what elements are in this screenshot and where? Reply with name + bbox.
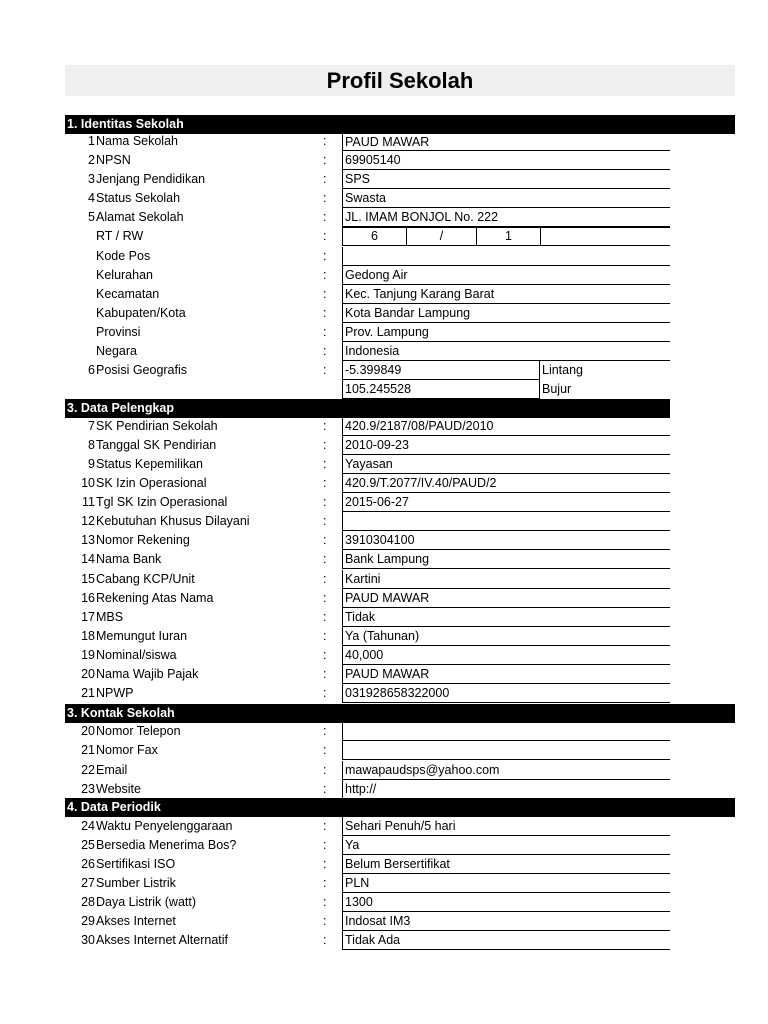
- row-number: 10: [81, 476, 95, 491]
- row-number: 18: [81, 628, 95, 643]
- colon: :: [323, 647, 327, 662]
- value-cell: SPS: [342, 170, 670, 189]
- rt-rw-separator: /: [407, 228, 477, 246]
- lintang-value: -5.399849: [342, 361, 540, 380]
- row-number: 21: [81, 685, 95, 700]
- row-number: 2: [88, 153, 95, 167]
- colon: :: [323, 590, 327, 605]
- row-label: Negara: [96, 344, 137, 358]
- value-cell: mawapaudsps@yahoo.com: [342, 761, 670, 780]
- row-posisi-bujur: [65, 380, 735, 399]
- colon: :: [323, 609, 327, 624]
- colon: :: [323, 495, 327, 510]
- row-jenjang: [65, 170, 735, 189]
- row-number: 22: [81, 762, 95, 777]
- bujur-label: Bujur: [542, 382, 572, 396]
- value-cell: Indosat IM3: [342, 912, 670, 931]
- value-cell: JL. IMAM BONJOL No. 222: [342, 208, 670, 227]
- row-label: Kode Pos: [96, 249, 151, 263]
- row-label: Nomor Rekening: [96, 533, 190, 548]
- row-label: Sertifikasi ISO: [96, 857, 176, 872]
- colon: :: [323, 571, 327, 586]
- row-number: 3: [88, 172, 95, 186]
- value-cell: 40,000: [342, 646, 670, 665]
- row-kelurahan: [65, 266, 735, 285]
- row-label: Website: [96, 781, 141, 796]
- colon: :: [323, 210, 327, 224]
- row-number: 24: [81, 819, 95, 833]
- value-cell: Yayasan: [342, 455, 670, 474]
- value-cell: 2010-09-23: [342, 436, 670, 455]
- row-npsn: [65, 151, 735, 170]
- row-label: NPSN: [96, 153, 131, 167]
- value-cell: Prov. Lampung: [342, 323, 670, 342]
- row-label: Kabupaten/Kota: [96, 306, 186, 320]
- table-row: [65, 417, 735, 436]
- colon: :: [323, 838, 327, 853]
- value-cell: 1300: [342, 893, 670, 912]
- colon: :: [323, 438, 327, 453]
- row-number: 16: [81, 590, 95, 605]
- row-label: Sumber Listrik: [96, 876, 176, 891]
- table-row: [65, 780, 735, 799]
- row-label: Nominal/siswa: [96, 647, 177, 662]
- row-rt-rw: [65, 227, 735, 246]
- row-number: 15: [81, 571, 95, 586]
- colon: :: [323, 876, 327, 891]
- value-cell: [342, 512, 670, 531]
- value-cell: Swasta: [342, 189, 670, 208]
- table-row: [65, 874, 735, 893]
- value-cell: Ya (Tahunan): [342, 627, 670, 646]
- row-alamat: [65, 208, 735, 227]
- row-label: Nama Sekolah: [96, 134, 178, 148]
- table-row: [65, 761, 735, 780]
- colon: :: [323, 306, 327, 320]
- table-row: [65, 722, 735, 741]
- value-cell: [342, 722, 670, 741]
- row-label: Akses Internet: [96, 914, 176, 929]
- table-row: [65, 493, 735, 512]
- section-header-pelengkap: 3. Data Pelengkap: [65, 399, 670, 418]
- row-kabupaten: [65, 304, 735, 323]
- colon: :: [323, 895, 327, 910]
- row-number: 21: [81, 743, 95, 758]
- table-row: [65, 855, 735, 874]
- colon: :: [323, 743, 327, 758]
- value-cell: 420.9/2187/08/PAUD/2010: [342, 417, 670, 436]
- colon: :: [323, 914, 327, 929]
- colon: :: [323, 628, 327, 643]
- value-cell: 031928658322000: [342, 684, 670, 703]
- colon: :: [323, 762, 327, 777]
- value-cell: Sehari Penuh/5 hari: [342, 817, 670, 836]
- row-label: Daya Listrik (watt): [96, 895, 197, 910]
- colon: :: [323, 268, 327, 282]
- value-cell: Kartini: [342, 570, 670, 589]
- row-label: Bersedia Menerima Bos?: [96, 838, 237, 853]
- row-label: Memungut Iuran: [96, 628, 188, 643]
- lintang-label: Lintang: [542, 363, 584, 377]
- row-number: 30: [81, 933, 95, 948]
- table-row: [65, 893, 735, 912]
- row-label: SK Pendirian Sekolah: [96, 419, 218, 433]
- value-cell: Indonesia: [342, 342, 670, 361]
- table-row: [65, 550, 735, 569]
- table-row: [65, 912, 735, 931]
- colon: :: [323, 325, 327, 339]
- value-cell: Tidak Ada: [342, 931, 670, 950]
- rt-rw-cells: [342, 227, 670, 246]
- table-row: [65, 627, 735, 646]
- value-cell: 69905140: [342, 151, 670, 170]
- row-label: Provinsi: [96, 325, 141, 339]
- table-row: [65, 512, 735, 531]
- row-label: Tanggal SK Pendirian: [96, 438, 217, 453]
- row-number: 11: [82, 495, 95, 510]
- row-number: 17: [81, 609, 95, 624]
- value-cell: 2015-06-27: [342, 493, 670, 512]
- row-label: Jenjang Pendidikan: [96, 172, 206, 186]
- row-number: 20: [81, 666, 95, 681]
- colon: :: [323, 476, 327, 491]
- colon: :: [323, 457, 327, 472]
- row-label: Nama Bank: [96, 552, 162, 567]
- value-cell: Kec. Tanjung Karang Barat: [342, 285, 670, 304]
- colon: :: [323, 724, 327, 738]
- row-number: 7: [88, 419, 95, 433]
- table-row: [65, 836, 735, 855]
- row-provinsi: [65, 323, 735, 342]
- row-label: Status Sekolah: [96, 191, 181, 205]
- value-cell: PLN: [342, 874, 670, 893]
- value-cell: Gedong Air: [342, 266, 670, 285]
- value-cell: PAUD MAWAR: [342, 589, 670, 608]
- colon: :: [323, 153, 327, 167]
- table-row: [65, 570, 735, 589]
- value-cell: Kota Bandar Lampung: [342, 304, 670, 323]
- table-row: [65, 684, 735, 703]
- colon: :: [323, 419, 327, 433]
- table-row: [65, 474, 735, 493]
- row-number: 6: [88, 363, 95, 377]
- row-number: 12: [81, 514, 95, 529]
- value-cell: Tidak: [342, 608, 670, 627]
- table-row: [65, 817, 735, 836]
- row-label: Status Kepemilikan: [96, 457, 204, 472]
- colon: :: [323, 191, 327, 205]
- table-row: [65, 531, 735, 550]
- row-number: 13: [81, 533, 95, 548]
- row-label: Waktu Penyelenggaraan: [96, 819, 233, 833]
- title-band: [65, 65, 735, 96]
- row-kode-pos: [65, 247, 735, 266]
- table-row: [65, 741, 735, 760]
- colon: :: [323, 685, 327, 700]
- value-cell: Belum Bersertifikat: [342, 855, 670, 874]
- colon: :: [323, 229, 327, 243]
- colon: :: [323, 781, 327, 796]
- row-kecamatan: [65, 285, 735, 304]
- section-header-identitas: 1. Identitas Sekolah: [65, 115, 735, 134]
- value-cell: Bank Lampung: [342, 550, 670, 569]
- row-number: 26: [81, 857, 95, 872]
- colon: :: [323, 287, 327, 301]
- table-row: [65, 608, 735, 627]
- row-label: Tgl SK Izin Operasional: [96, 495, 228, 510]
- row-label: Rekening Atas Nama: [96, 590, 214, 605]
- row-label: Akses Internet Alternatif: [96, 933, 229, 948]
- section-header-periodik: 4. Data Periodik: [65, 798, 735, 817]
- row-label: Nomor Fax: [96, 743, 158, 758]
- row-number: 29: [81, 914, 95, 929]
- rw-value: 1: [477, 228, 541, 246]
- row-label: MBS: [96, 609, 124, 624]
- value-cell: PAUD MAWAR: [342, 132, 670, 151]
- row-label: Kebutuhan Khusus Dilayani: [96, 514, 250, 529]
- page-title: Profil Sekolah: [326, 68, 474, 93]
- value-cell: 3910304100: [342, 531, 670, 550]
- row-status-sekolah: [65, 189, 735, 208]
- row-negara: [65, 342, 735, 361]
- row-label: Nama Wajib Pajak: [96, 666, 199, 681]
- row-number: 20: [81, 724, 95, 738]
- row-label: SK Izin Operasional: [96, 476, 207, 491]
- row-number: 25: [81, 838, 95, 853]
- row-posisi-lintang: [65, 361, 735, 380]
- row-label: Email: [96, 762, 128, 777]
- row-label: Kecamatan: [96, 287, 160, 301]
- row-label: Cabang KCP/Unit: [96, 571, 195, 586]
- row-number: 23: [81, 781, 95, 796]
- row-label: RT / RW: [96, 229, 144, 243]
- value-cell: http://: [342, 780, 670, 799]
- value-cell: [342, 741, 670, 760]
- colon: :: [323, 344, 327, 358]
- row-number: 8: [88, 438, 95, 453]
- colon: :: [323, 666, 327, 681]
- colon: :: [323, 363, 327, 377]
- table-row: [65, 646, 735, 665]
- row-label: Nomor Telepon: [96, 724, 181, 738]
- bujur-value: 105.245528: [342, 380, 540, 399]
- value-cell: Ya: [342, 836, 670, 855]
- row-number: 1: [88, 134, 95, 148]
- colon: :: [323, 552, 327, 567]
- colon: :: [323, 249, 327, 263]
- table-row: [65, 931, 735, 950]
- value-cell: 420.9/T.2077/IV.40/PAUD/2: [342, 474, 670, 493]
- colon: :: [323, 933, 327, 948]
- colon: :: [323, 533, 327, 548]
- colon: :: [323, 514, 327, 529]
- row-label: NPWP: [96, 685, 134, 700]
- table-row: [65, 455, 735, 474]
- row-number: 19: [81, 647, 95, 662]
- table-row: [65, 665, 735, 684]
- row-label: Posisi Geografis: [96, 363, 188, 377]
- row-label: Alamat Sekolah: [96, 210, 184, 224]
- table-row: [65, 589, 735, 608]
- row-number: 5: [88, 210, 95, 224]
- row-number: 9: [88, 457, 95, 472]
- value-cell: PAUD MAWAR: [342, 665, 670, 684]
- row-nama-sekolah: [65, 132, 735, 151]
- colon: :: [323, 134, 327, 148]
- row-number: 28: [81, 895, 95, 910]
- row-number: 14: [81, 552, 95, 567]
- row-number: 27: [81, 876, 95, 891]
- value-cell: [342, 247, 670, 266]
- colon: :: [323, 857, 327, 872]
- colon: :: [323, 819, 327, 833]
- rt-value: 6: [343, 228, 407, 246]
- row-number: 4: [88, 191, 95, 205]
- row-label: Kelurahan: [96, 268, 153, 282]
- table-row: [65, 436, 735, 455]
- section-header-kontak: 3. Kontak Sekolah: [65, 704, 735, 723]
- colon: :: [323, 172, 327, 186]
